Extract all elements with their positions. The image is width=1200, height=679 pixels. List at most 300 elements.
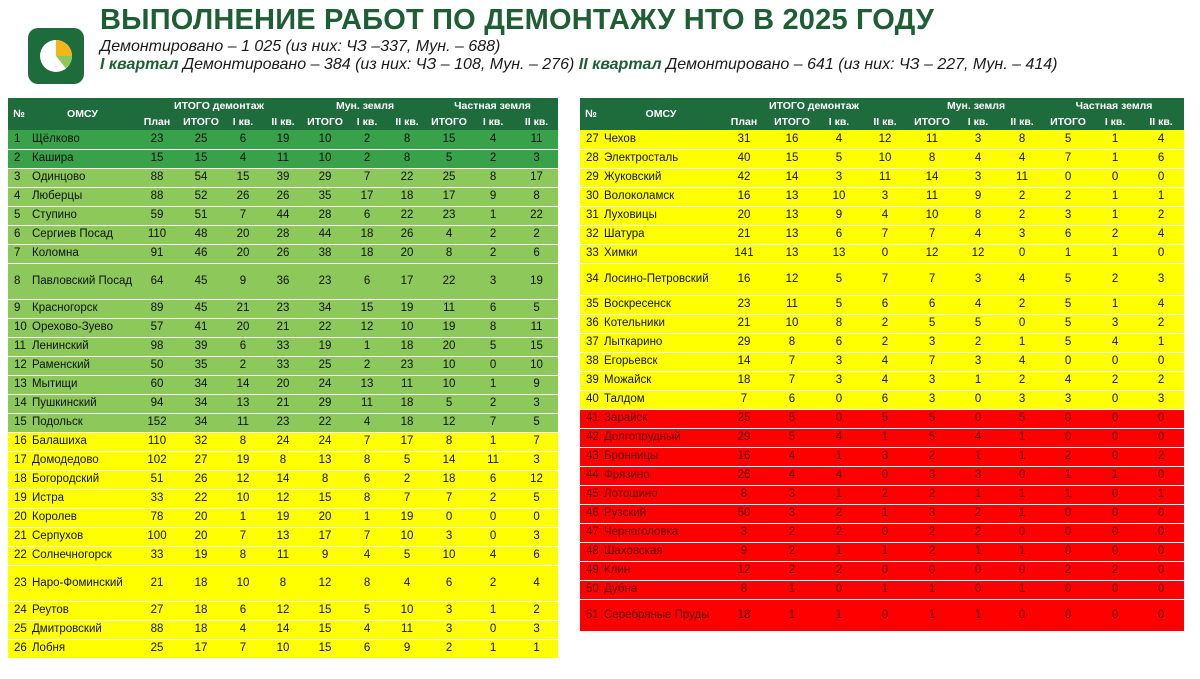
row-number: 33 (580, 244, 602, 263)
table-row (8, 187, 558, 206)
value-cell: 8 (515, 187, 558, 206)
subtitle-total: Демонтировано – 1 025 (из них: ЧЗ –337, Мун. – 688) (100, 38, 501, 55)
table-row (8, 620, 558, 639)
value-cell: 6 (862, 295, 908, 314)
row-number: 30 (580, 187, 602, 206)
value-cell: 1 (1044, 466, 1092, 485)
table-row (8, 394, 558, 413)
value-cell: 3 (908, 333, 956, 352)
value-cell: 0 (1138, 504, 1184, 523)
value-cell: 32 (179, 432, 223, 451)
value-cell: 10 (387, 601, 427, 620)
value-cell: 3 (908, 504, 956, 523)
table-row (8, 508, 558, 527)
value-cell: 2 (347, 149, 387, 168)
value-cell: 2 (862, 333, 908, 352)
omsu-name: Химки (602, 244, 720, 263)
omsu-name: Одинцово (30, 168, 135, 187)
value-cell: 4 (347, 620, 387, 639)
table-row (580, 263, 1184, 295)
value-cell: 0 (862, 599, 908, 631)
value-cell: 5 (1044, 130, 1092, 149)
value-cell: 15 (135, 149, 179, 168)
value-cell: 52 (179, 187, 223, 206)
value-cell: 11 (347, 394, 387, 413)
value-cell: 8 (347, 451, 387, 470)
table-right-body (580, 130, 1184, 631)
value-cell: 8 (956, 206, 1000, 225)
value-cell: 3 (956, 130, 1000, 149)
value-cell: 10 (387, 318, 427, 337)
value-cell: 0 (1092, 447, 1138, 466)
header-itogo: ИТОГО (179, 114, 223, 130)
value-cell: 2 (908, 447, 956, 466)
value-cell: 38 (303, 244, 347, 263)
value-cell: 18 (179, 601, 223, 620)
value-cell: 15 (768, 149, 816, 168)
value-cell: 9 (515, 375, 558, 394)
value-cell: 11 (1000, 168, 1044, 187)
value-cell: 18 (427, 470, 471, 489)
value-cell: 46 (179, 244, 223, 263)
value-cell: 14 (908, 168, 956, 187)
omsu-name: Лыткарино (602, 333, 720, 352)
value-cell: 7 (862, 263, 908, 295)
value-cell: 26 (263, 244, 303, 263)
value-cell: 23 (387, 356, 427, 375)
value-cell: 22 (303, 318, 347, 337)
value-cell: 10 (263, 639, 303, 658)
table-row (580, 314, 1184, 333)
value-cell: 9 (720, 542, 768, 561)
value-cell: 17 (515, 168, 558, 187)
table-row (580, 352, 1184, 371)
value-cell: 19 (223, 451, 263, 470)
value-cell: 20 (263, 375, 303, 394)
value-cell: 3 (515, 620, 558, 639)
value-cell: 0 (1044, 428, 1092, 447)
value-cell: 4 (1044, 371, 1092, 390)
value-cell: 3 (1044, 390, 1092, 409)
value-cell: 11 (427, 299, 471, 318)
row-number: 34 (580, 263, 602, 295)
table-row (580, 390, 1184, 409)
value-cell: 5 (387, 546, 427, 565)
table-row (8, 149, 558, 168)
value-cell: 0 (956, 561, 1000, 580)
value-cell: 2 (347, 130, 387, 149)
value-cell: 1 (1000, 485, 1044, 504)
omsu-name: Шаховская (602, 542, 720, 561)
value-cell: 5 (515, 299, 558, 318)
value-cell: 6 (515, 546, 558, 565)
value-cell: 11 (515, 318, 558, 337)
value-cell: 3 (862, 447, 908, 466)
omsu-name: Балашиха (30, 432, 135, 451)
value-cell: 13 (768, 187, 816, 206)
row-number: 43 (580, 447, 602, 466)
value-cell: 0 (862, 244, 908, 263)
value-cell: 17 (303, 527, 347, 546)
omsu-name: Луховицы (602, 206, 720, 225)
value-cell: 10 (223, 489, 263, 508)
table-row (580, 295, 1184, 314)
value-cell: 6 (427, 565, 471, 601)
value-cell: 2 (1000, 371, 1044, 390)
q2-label: II квартал (578, 56, 662, 73)
row-number: 28 (580, 149, 602, 168)
value-cell: 5 (816, 263, 862, 295)
value-cell: 6 (908, 295, 956, 314)
value-cell: 34 (179, 394, 223, 413)
value-cell: 20 (303, 508, 347, 527)
value-cell: 15 (427, 130, 471, 149)
value-cell: 15 (515, 337, 558, 356)
row-number: 45 (580, 485, 602, 504)
value-cell: 22 (387, 206, 427, 225)
table-row (8, 356, 558, 375)
value-cell: 35 (179, 356, 223, 375)
value-cell: 4 (816, 428, 862, 447)
value-cell: 33 (263, 356, 303, 375)
value-cell: 110 (135, 225, 179, 244)
value-cell: 13 (263, 527, 303, 546)
value-cell: 0 (1044, 352, 1092, 371)
omsu-name: Истра (30, 489, 135, 508)
value-cell: 3 (768, 504, 816, 523)
value-cell: 17 (387, 263, 427, 299)
value-cell: 15 (347, 299, 387, 318)
value-cell: 8 (908, 149, 956, 168)
value-cell: 6 (816, 225, 862, 244)
value-cell: 0 (1092, 580, 1138, 599)
value-cell: 16 (720, 187, 768, 206)
value-cell: 4 (862, 371, 908, 390)
value-cell: 6 (816, 333, 862, 352)
value-cell: 2 (471, 489, 515, 508)
omsu-name: Лотошино (602, 485, 720, 504)
value-cell: 8 (471, 318, 515, 337)
value-cell: 3 (471, 263, 515, 299)
value-cell: 1 (515, 639, 558, 658)
value-cell: 1 (768, 599, 816, 631)
value-cell: 26 (223, 187, 263, 206)
value-cell: 8 (347, 489, 387, 508)
header-omsu: ОМСУ (30, 98, 135, 130)
q1-label: I квартал (100, 56, 179, 73)
row-number: 49 (580, 561, 602, 580)
row-number: 17 (8, 451, 30, 470)
value-cell: 11 (387, 620, 427, 639)
omsu-name: Черноголовка (602, 523, 720, 542)
value-cell: 0 (1138, 352, 1184, 371)
value-cell: 3 (816, 352, 862, 371)
value-cell: 5 (387, 451, 427, 470)
value-cell: 1 (862, 542, 908, 561)
value-cell: 12 (223, 470, 263, 489)
value-cell: 2 (471, 149, 515, 168)
value-cell: 2 (1092, 371, 1138, 390)
header-private-group: Частная земля (427, 98, 558, 114)
table-row (580, 504, 1184, 523)
value-cell: 4 (347, 546, 387, 565)
omsu-name: Зарайск (602, 409, 720, 428)
omsu-name: Чехов (602, 130, 720, 149)
omsu-name: Воскресенск (602, 295, 720, 314)
row-number: 41 (580, 409, 602, 428)
value-cell: 15 (223, 168, 263, 187)
header-q2: II кв. (263, 114, 303, 130)
value-cell: 1 (1092, 295, 1138, 314)
value-cell: 2 (816, 561, 862, 580)
value-cell: 34 (303, 299, 347, 318)
row-number: 25 (8, 620, 30, 639)
value-cell: 2 (471, 394, 515, 413)
value-cell: 4 (816, 466, 862, 485)
value-cell: 0 (1138, 244, 1184, 263)
value-cell: 8 (223, 546, 263, 565)
value-cell: 0 (816, 580, 862, 599)
row-number: 8 (8, 263, 30, 299)
row-number: 23 (8, 565, 30, 601)
value-cell: 5 (956, 314, 1000, 333)
value-cell: 14 (263, 620, 303, 639)
value-cell: 0 (1000, 244, 1044, 263)
value-cell: 12 (347, 318, 387, 337)
value-cell: 1 (1138, 333, 1184, 352)
omsu-name: Ленинский (30, 337, 135, 356)
value-cell: 7 (1044, 149, 1092, 168)
value-cell: 5 (515, 413, 558, 432)
value-cell: 1 (1092, 130, 1138, 149)
header-itogo: ИТОГО (427, 114, 471, 130)
value-cell: 2 (1000, 187, 1044, 206)
omsu-name: Долгопрудный (602, 428, 720, 447)
header-q1: I кв. (956, 114, 1000, 130)
header-q2: II кв. (515, 114, 558, 130)
row-number: 32 (580, 225, 602, 244)
value-cell: 0 (471, 620, 515, 639)
value-cell: 4 (1000, 149, 1044, 168)
value-cell: 0 (1092, 504, 1138, 523)
value-cell: 0 (1092, 485, 1138, 504)
value-cell: 1 (223, 508, 263, 527)
value-cell: 1 (1092, 206, 1138, 225)
value-cell: 26 (387, 225, 427, 244)
row-number: 4 (8, 187, 30, 206)
value-cell: 0 (427, 508, 471, 527)
value-cell: 45 (179, 263, 223, 299)
value-cell: 24 (303, 432, 347, 451)
value-cell: 48 (179, 225, 223, 244)
value-cell: 2 (908, 523, 956, 542)
value-cell: 3 (515, 149, 558, 168)
value-cell: 59 (135, 206, 179, 225)
value-cell: 0 (1138, 409, 1184, 428)
value-cell: 7 (908, 263, 956, 295)
value-cell: 5 (768, 428, 816, 447)
value-cell: 88 (135, 187, 179, 206)
value-cell: 57 (135, 318, 179, 337)
omsu-name: Подольск (30, 413, 135, 432)
value-cell: 6 (1044, 225, 1092, 244)
value-cell: 0 (862, 523, 908, 542)
value-cell: 0 (1138, 580, 1184, 599)
value-cell: 25 (179, 130, 223, 149)
omsu-name: Красногорск (30, 299, 135, 318)
value-cell: 2 (862, 314, 908, 333)
value-cell: 11 (263, 546, 303, 565)
value-cell: 7 (427, 489, 471, 508)
value-cell: 15 (303, 601, 347, 620)
value-cell: 2 (908, 485, 956, 504)
value-cell: 4 (1000, 263, 1044, 295)
value-cell: 14 (768, 168, 816, 187)
value-cell: 4 (1138, 295, 1184, 314)
value-cell: 1 (956, 599, 1000, 631)
value-cell: 0 (1092, 352, 1138, 371)
header-no: № (580, 98, 602, 130)
row-number: 6 (8, 225, 30, 244)
value-cell: 17 (347, 187, 387, 206)
value-cell: 16 (720, 263, 768, 295)
value-cell: 0 (1000, 561, 1044, 580)
omsu-name: Серебряные Пруды (602, 599, 720, 631)
value-cell: 8 (223, 432, 263, 451)
value-cell: 4 (1138, 225, 1184, 244)
value-cell: 24 (303, 375, 347, 394)
table-row (580, 485, 1184, 504)
value-cell: 19 (263, 130, 303, 149)
value-cell: 12 (956, 244, 1000, 263)
value-cell: 5 (347, 601, 387, 620)
value-cell: 20 (223, 318, 263, 337)
row-number: 50 (580, 580, 602, 599)
omsu-name: Мытищи (30, 375, 135, 394)
value-cell: 8 (427, 244, 471, 263)
value-cell: 1 (768, 580, 816, 599)
value-cell: 10 (427, 356, 471, 375)
value-cell: 19 (303, 337, 347, 356)
value-cell: 1 (1000, 447, 1044, 466)
row-number: 19 (8, 489, 30, 508)
value-cell: 7 (768, 371, 816, 390)
value-cell: 4 (816, 130, 862, 149)
value-cell: 14 (720, 352, 768, 371)
value-cell: 78 (135, 508, 179, 527)
value-cell: 21 (135, 565, 179, 601)
value-cell: 54 (179, 168, 223, 187)
value-cell: 8 (387, 149, 427, 168)
value-cell: 0 (1044, 523, 1092, 542)
value-cell: 1 (816, 447, 862, 466)
value-cell: 23 (720, 295, 768, 314)
value-cell: 19 (387, 508, 427, 527)
value-cell: 22 (387, 168, 427, 187)
value-cell: 0 (862, 466, 908, 485)
value-cell: 0 (1092, 428, 1138, 447)
value-cell: 21 (720, 314, 768, 333)
value-cell: 1 (816, 485, 862, 504)
value-cell: 6 (768, 390, 816, 409)
value-cell: 3 (862, 187, 908, 206)
omsu-name: Сергиев Посад (30, 225, 135, 244)
value-cell: 4 (471, 130, 515, 149)
header-q1: I кв. (1092, 114, 1138, 130)
value-cell: 19 (515, 263, 558, 299)
value-cell: 7 (223, 639, 263, 658)
row-number: 35 (580, 295, 602, 314)
table-row (8, 206, 558, 225)
value-cell: 29 (720, 333, 768, 352)
value-cell: 9 (303, 546, 347, 565)
q1-text: Демонтировано – 384 (из них: ЧЗ – 108, Мун. – 276) (178, 56, 579, 73)
value-cell: 12 (263, 601, 303, 620)
value-cell: 7 (768, 352, 816, 371)
omsu-name: Ступино (30, 206, 135, 225)
omsu-name: Клин (602, 561, 720, 580)
value-cell: 2 (816, 523, 862, 542)
row-number: 27 (580, 130, 602, 149)
value-cell: 12 (427, 413, 471, 432)
value-cell: 11 (223, 413, 263, 432)
value-cell: 6 (1138, 149, 1184, 168)
value-cell: 24 (263, 432, 303, 451)
value-cell: 0 (956, 409, 1000, 428)
value-cell: 0 (1138, 168, 1184, 187)
value-cell: 12 (720, 561, 768, 580)
value-cell: 22 (427, 263, 471, 299)
value-cell: 1 (471, 375, 515, 394)
row-number: 11 (8, 337, 30, 356)
omsu-name: Егорьевск (602, 352, 720, 371)
table-row (580, 542, 1184, 561)
row-number: 31 (580, 206, 602, 225)
value-cell: 25 (303, 356, 347, 375)
value-cell: 6 (347, 206, 387, 225)
row-number: 47 (580, 523, 602, 542)
value-cell: 6 (515, 244, 558, 263)
row-number: 51 (580, 599, 602, 631)
value-cell: 23 (427, 206, 471, 225)
value-cell: 28 (303, 206, 347, 225)
omsu-name: Дубна (602, 580, 720, 599)
value-cell: 4 (347, 413, 387, 432)
value-cell: 7 (387, 489, 427, 508)
value-cell: 2 (1044, 561, 1092, 580)
value-cell: 2 (471, 225, 515, 244)
value-cell: 3 (1138, 263, 1184, 295)
value-cell: 1 (862, 428, 908, 447)
value-cell: 12 (768, 263, 816, 295)
table-row (580, 333, 1184, 352)
value-cell: 18 (179, 620, 223, 639)
value-cell: 17 (427, 187, 471, 206)
omsu-name: Орехово-Зуево (30, 318, 135, 337)
value-cell: 2 (427, 639, 471, 658)
table-row (580, 149, 1184, 168)
value-cell: 9 (956, 187, 1000, 206)
header-q1: I кв. (816, 114, 862, 130)
value-cell: 1 (1092, 187, 1138, 206)
value-cell: 1 (1138, 485, 1184, 504)
value-cell: 13 (768, 206, 816, 225)
value-cell: 3 (956, 466, 1000, 485)
value-cell: 11 (908, 130, 956, 149)
value-cell: 0 (956, 390, 1000, 409)
value-cell: 3 (1044, 206, 1092, 225)
value-cell: 5 (427, 394, 471, 413)
